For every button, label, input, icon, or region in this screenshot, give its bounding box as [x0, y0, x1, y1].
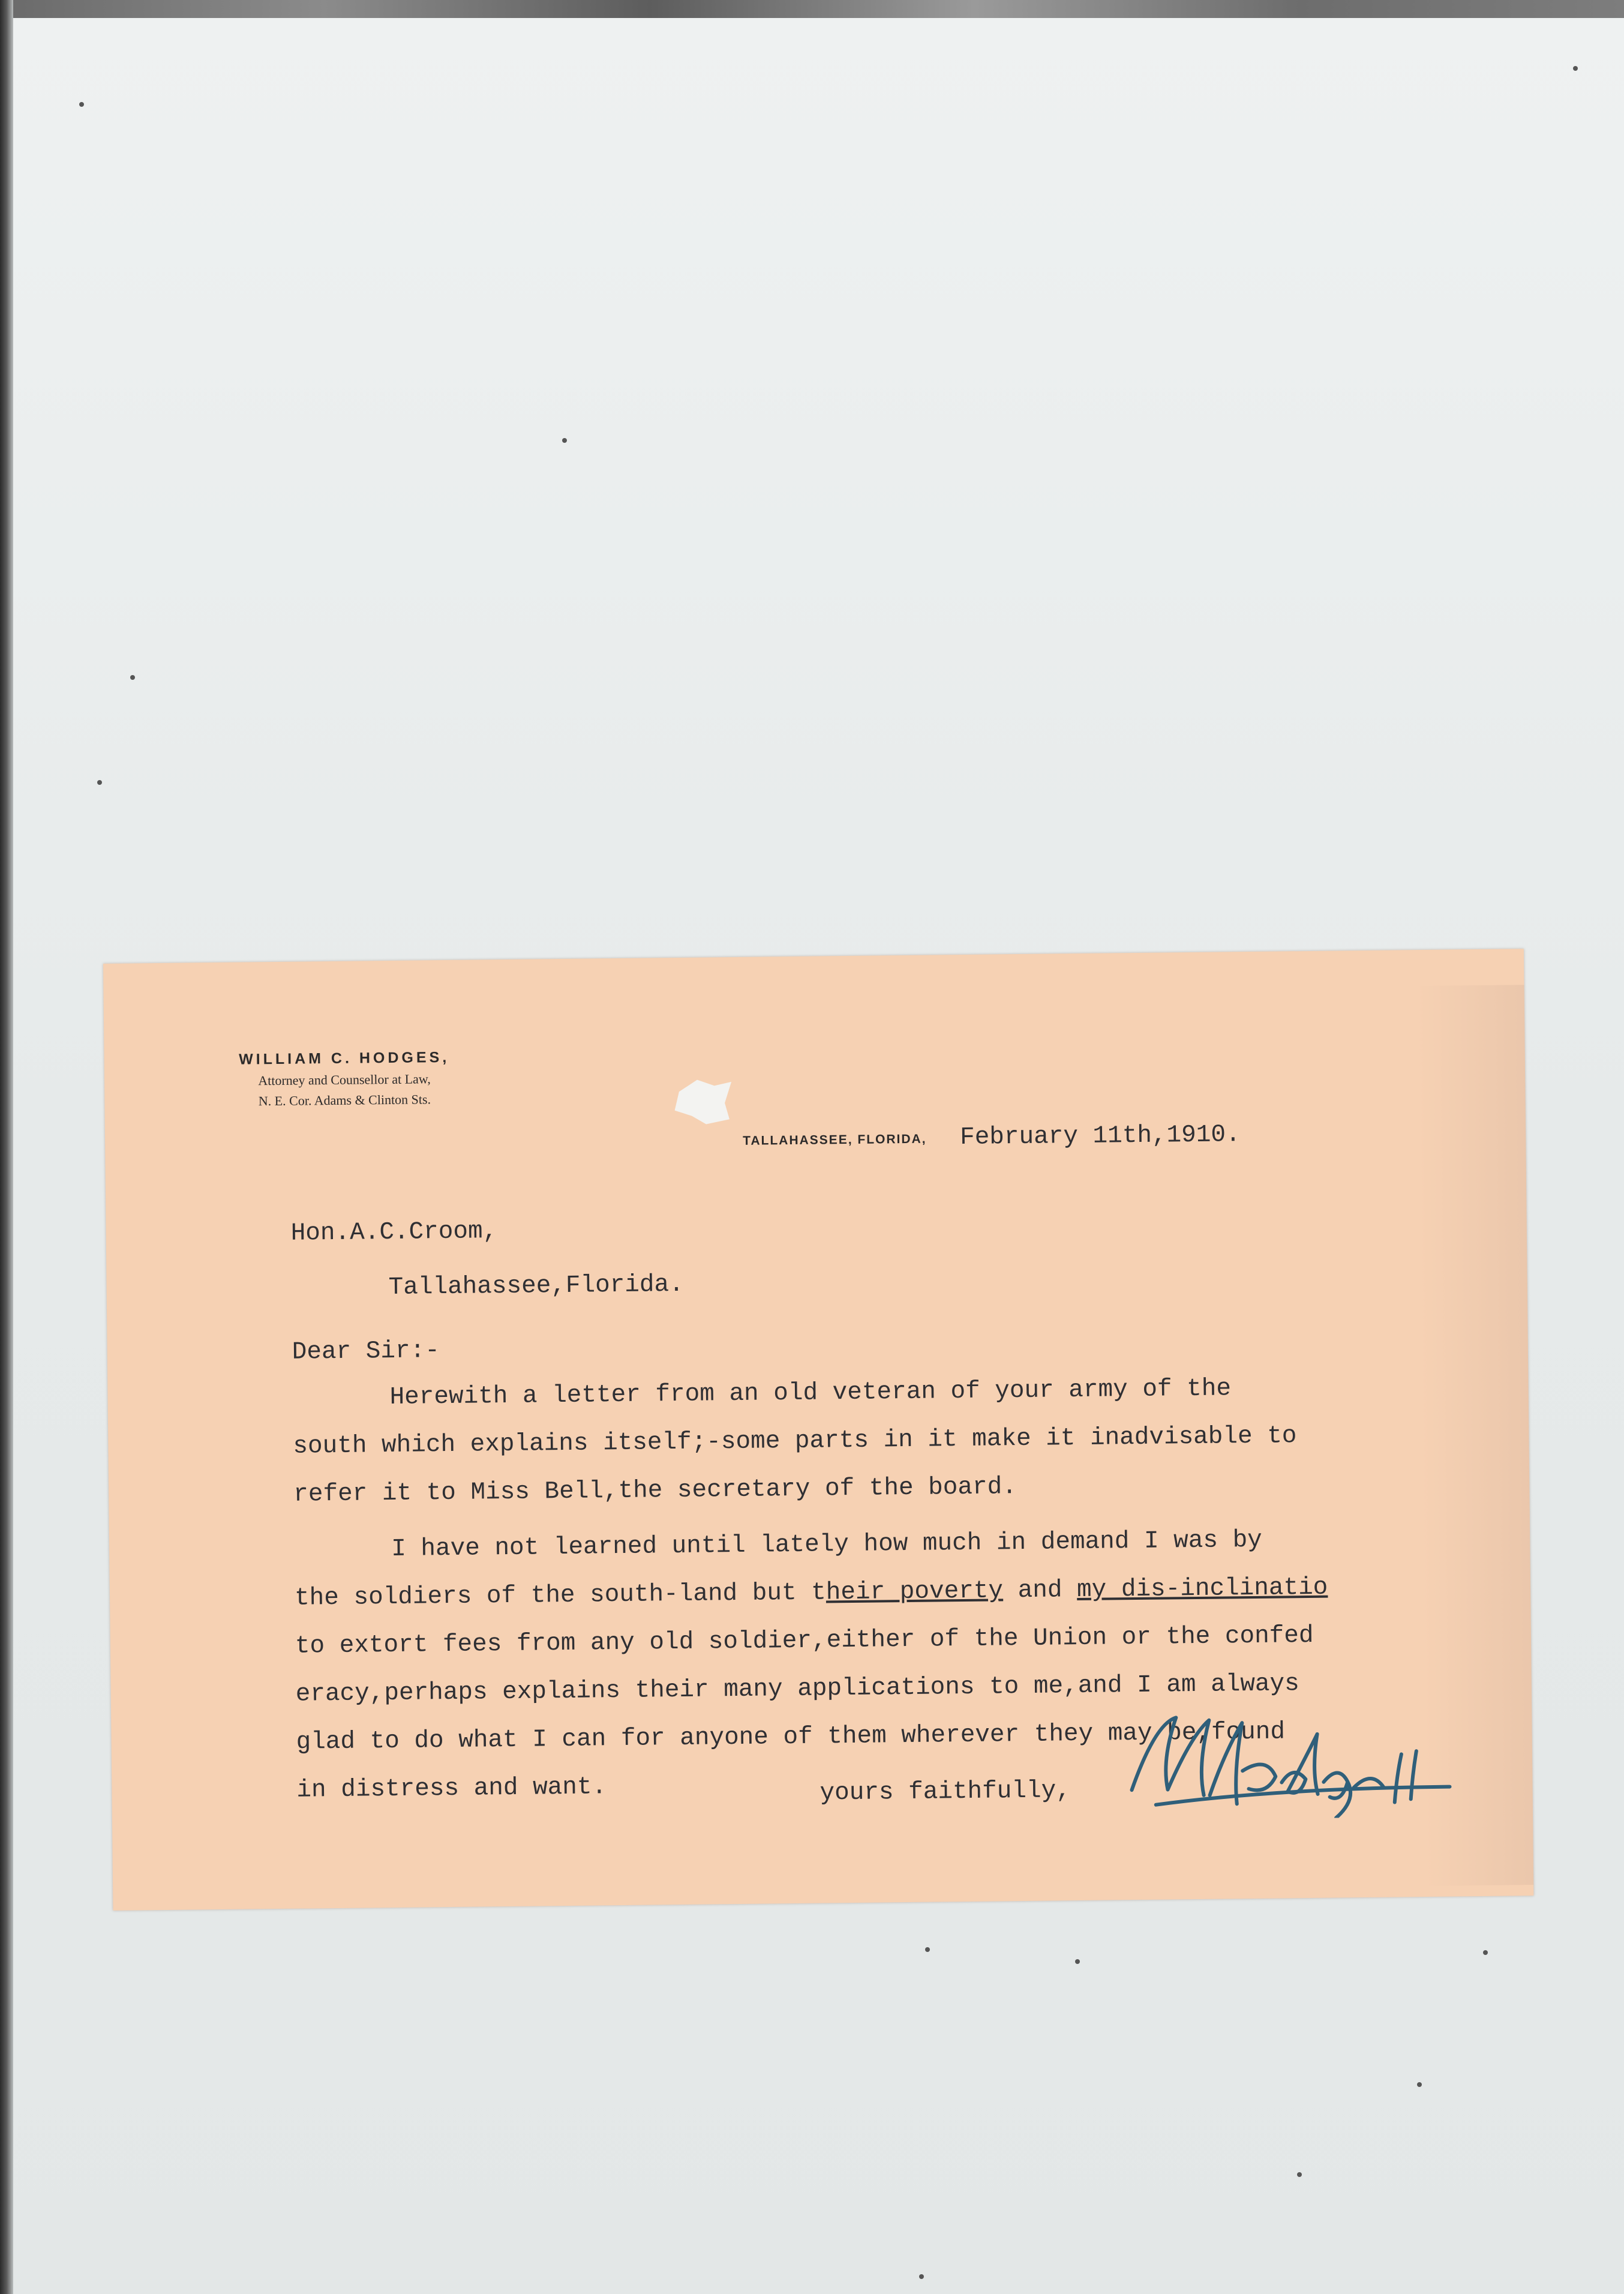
body-line: south which explains itself;-some parts in it make it inadvisable to	[293, 1422, 1297, 1461]
handwritten-signature	[1119, 1696, 1456, 1820]
letterhead	[176, 1048, 513, 1110]
paper-tear	[674, 1077, 732, 1124]
addressee-location: Tallahassee,Florida.	[388, 1270, 684, 1302]
body-line: refer it to Miss Bell,the secretary of the board.	[293, 1473, 1017, 1509]
body-line: to extort fees from any old soldier,either of the Union or the confed	[295, 1621, 1314, 1660]
underlined-phrase: my dis-inclinatio	[1076, 1573, 1328, 1605]
body-line: Herewith a letter from an old veteran of your army of the	[389, 1375, 1232, 1412]
dust-speck	[1483, 1950, 1488, 1955]
letterhead-name: WILLIAM C. HODGES,	[238, 1048, 450, 1068]
letterhead-address: N. E. Cor. Adams & Clinton Sts.	[258, 1091, 431, 1109]
dust-speck	[97, 780, 102, 785]
dust-speck	[1573, 66, 1578, 71]
dust-speck	[925, 1947, 930, 1952]
salutation: Dear Sir:-	[292, 1337, 440, 1366]
dust-speck	[130, 675, 135, 680]
body-text: and	[1002, 1576, 1077, 1605]
letterhead-title: Attorney and Counsellor at Law,	[258, 1071, 431, 1088]
dust-speck	[562, 438, 567, 443]
body-line: eracy,perhaps explains their many applications to me,and I am always	[295, 1670, 1299, 1708]
body-text: the soldiers of the south-land but t	[294, 1579, 827, 1612]
dust-speck	[1417, 2082, 1422, 2087]
dust-speck	[919, 2274, 924, 2279]
dust-speck	[1075, 1959, 1080, 1964]
letter-date: February 11th,1910.	[959, 1121, 1241, 1152]
scan-edge-top	[0, 0, 1624, 18]
scan-edge-left	[0, 0, 13, 2294]
body-line: in distress and want.	[296, 1773, 607, 1804]
letterhead-place: TALLAHASSEE, FLORIDA,	[743, 1132, 927, 1148]
body-line: glad to do what I can for anyone of them wherever they may be,found	[296, 1718, 1286, 1756]
body-line	[295, 1574, 1328, 1612]
underlined-phrase: heir poverty	[825, 1577, 1004, 1607]
addressee-name: Hon.A.C.Croom,	[290, 1218, 498, 1248]
closing: yours faithfully,	[819, 1777, 1071, 1807]
dust-speck	[79, 102, 84, 107]
body-line: I have not learned until lately how much in demand I was by	[391, 1526, 1263, 1564]
letter-sheet	[103, 949, 1533, 1911]
dust-speck	[1297, 2172, 1302, 2177]
